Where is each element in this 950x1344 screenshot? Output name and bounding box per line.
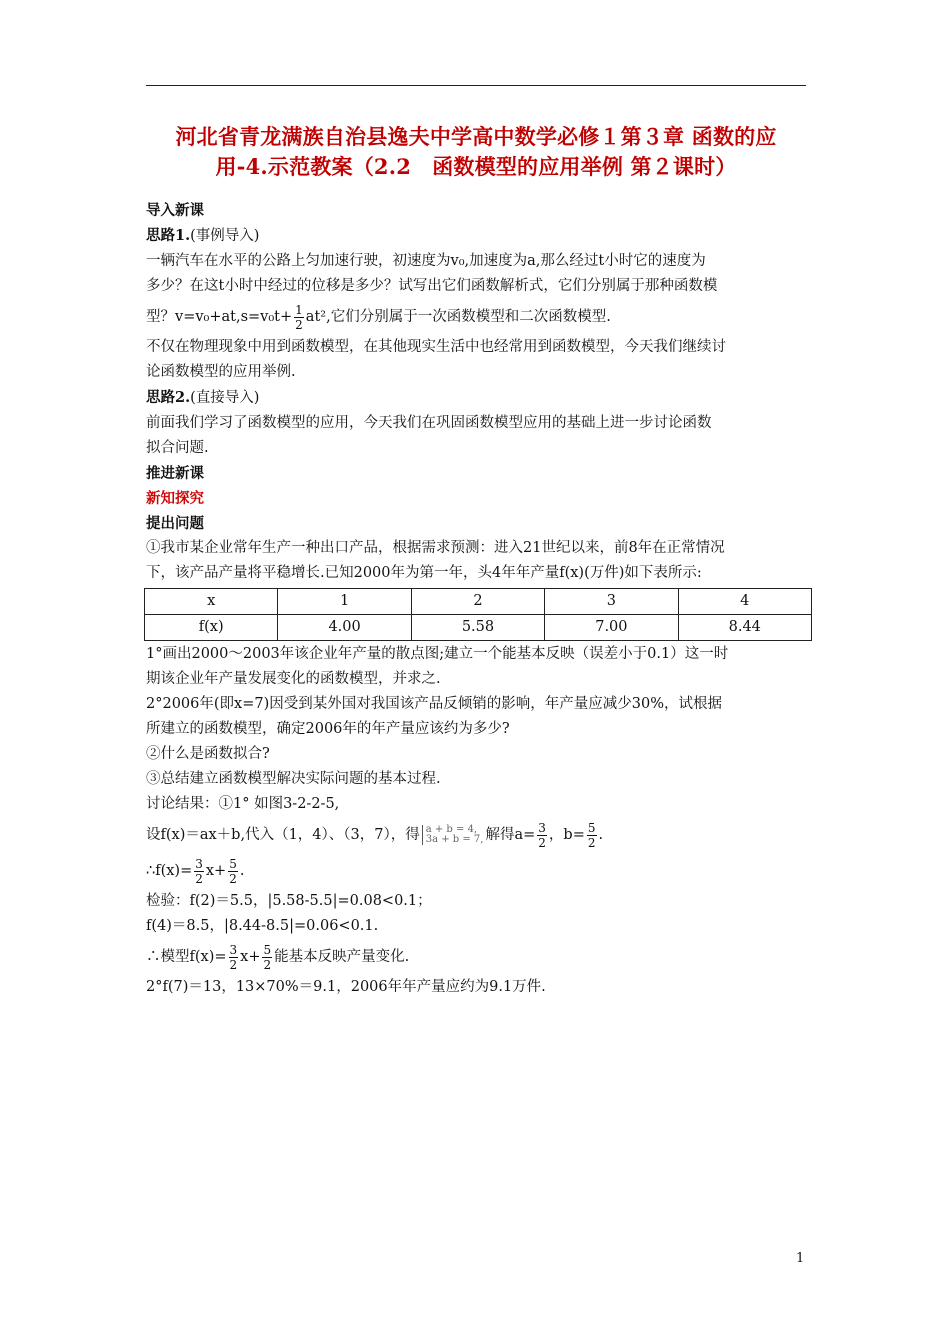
table-row [145,589,812,615]
table-cell: f(x) [145,615,278,641]
table-cell: 1 [278,589,411,615]
fraction-numerator: 5 [263,942,272,957]
result-fx-line [146,853,808,889]
result-end: . [239,863,245,879]
idea1-line-1: 一辆汽车在水平的公路上匀加速行驶，初速度为v₀,加速度为a,那么经过t小时它的速度为 [146,253,706,269]
model-prefix: ∴模型f(x)= [146,949,227,965]
solve-mid: 解得a= [485,827,536,843]
fraction-slope [229,943,239,972]
fraction-denominator: 2 [587,835,596,850]
fraction-intercept [228,857,238,886]
fraction-numerator: 5 [587,820,596,835]
solve-end: . [598,827,604,843]
table-cell: 2 [411,589,544,615]
document-body [146,198,808,1000]
result-prefix: ∴f(x)= [146,863,193,879]
idea1-note: (事例导入) [190,228,260,244]
fraction-numerator: 3 [538,820,546,835]
question1-line-2: 下，该产品产量将平稳增长.已知2000年为第一年，头4年年产量f(x)(万件)如下表所示: [146,565,702,581]
fraction-denominator: 2 [538,835,546,850]
production-table [144,588,812,641]
discussion-intro: 讨论结果：①1° 如图3-2-2-5, [146,796,340,812]
table-row [145,615,812,641]
idea1-followup-1: 不仅在物理现象中用到函数模型，在其他现实生活中也经常用到函数模型，今天我们继续讨 [146,339,726,355]
equation-system [422,825,484,845]
fraction-denominator: 2 [195,871,203,886]
idea1-followup-2: 论函数模型的应用举例. [146,364,296,380]
heading-advance: 推进新课 [146,465,204,482]
heading-question: 提出问题 [146,515,204,532]
subquestion2-line-1: 2°2006年(即x=7)因受到某外国对我国该产品反倾销的影响，年产量应减少30%，试根据 [146,696,722,712]
subquestion1-line-2: 期该企业年产量发展变化的函数模型，并求之. [146,671,441,687]
fraction-one-half [294,303,304,332]
idea2-heading [146,385,808,411]
formula-suffix: at²,它们分别属于一次函数模型和二次函数模型. [305,309,611,325]
model-line [146,939,808,975]
final-answer: 2°f(7)＝13，13×70%＝9.1，2006年年产量应约为9.1万件. [146,979,546,995]
idea1-line-2: 多少？在这t小时中经过的位移是多少？试写出它们函数解析式，它们分别属于那种函数模 [146,278,718,294]
subquestion1-line-1: 1°画出2000～2003年该企业年产量的散点图;建立一个能基本反映（误差小于0.1）这一时 [146,646,729,662]
title-line-2: 用-4.示范教案（2.2 函数模型的应用举例 第２课时） [215,154,737,179]
fraction-numerator: 1 [295,302,303,317]
fraction-denominator: 2 [263,957,272,972]
table-cell: x [145,589,278,615]
fraction-numerator: 3 [195,856,203,871]
heading-intro: 导入新课 [146,202,204,219]
document-title [146,122,806,182]
table-cell: 5.58 [411,615,544,641]
fraction-denominator: 2 [295,317,303,332]
fraction-denominator: 2 [229,957,238,972]
question3: ③总结建立函数模型解决实际问题的基本过程. [146,771,441,787]
table-cell: 7.00 [545,615,678,641]
check-line-1: 检验：f(2)＝5.5，|5.58-5.5|=0.08<0.1； [146,893,432,909]
question1-line-1: ①我市某企业常年生产一种出口产品，根据需求预测：进入21世纪以来，前8年在正常情况 [146,540,725,556]
idea2-note: (直接导入) [190,390,260,406]
table-cell: 3 [545,589,678,615]
idea1-line-3 [146,299,808,335]
page-number: 1 [796,1251,805,1266]
fraction-intercept [262,943,272,972]
formula-prefix: 型？v=v₀+at,s=v₀t+ [146,309,293,325]
check-line-2: f(4)＝8.5，|8.44-8.5|=0.06<0.1. [146,918,379,934]
equation-1: a + b = 4, [425,824,478,835]
fraction-b [587,821,597,850]
question2: ②什么是函数拟合? [146,746,270,762]
table-cell: 4 [678,589,811,615]
result-mid: x+ [205,863,227,879]
heading-explore: 新知探究 [146,490,204,507]
idea2-line-2: 拟合问题. [146,440,209,456]
fraction-numerator: 3 [229,942,238,957]
title-line-1: 河北省青龙满族自治县逸夫中学高中数学必修１第３章 函数的应 [175,124,777,149]
subquestion2-line-2: 所建立的函数模型，确定2006年的年产量应该约为多少? [146,721,510,737]
solve-line [146,817,808,853]
model-end: 能基本反映产量变化. [274,949,410,965]
header-rule [146,85,806,86]
fraction-slope [194,857,204,886]
table-cell: 8.44 [678,615,811,641]
idea2-line-1: 前面我们学习了函数模型的应用，今天我们在巩固函数模型应用的基础上进一步讨论函数 [146,415,712,431]
fraction-a [537,821,547,850]
fraction-numerator: 5 [229,856,237,871]
solve-separator: ，b= [548,827,585,843]
table-cell: 4.00 [278,615,411,641]
fraction-denominator: 2 [229,871,237,886]
model-mid: x+ [240,949,261,965]
idea2-label: 思路2. [146,389,191,406]
idea1-label: 思路1. [146,227,191,244]
idea1-heading [146,223,808,249]
equation-2: 3a + b = 7, [425,834,484,845]
solve-prefix: 设f(x)＝ax＋b,代入（1，4）、（3，7），得 [146,827,420,843]
